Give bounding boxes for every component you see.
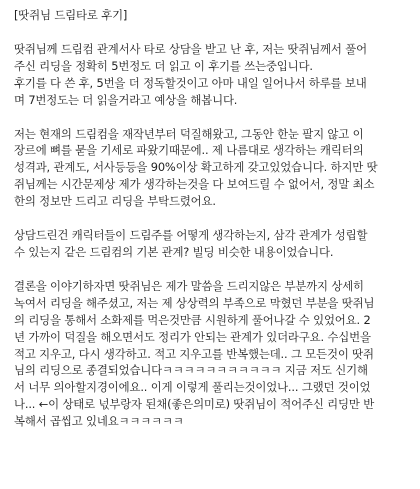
text-line: 상담드린건 캐릭터들이 드림주를 어떻게 생각하는지, 삼각 관계가 성립할 [14, 228, 368, 243]
paragraph-gap [14, 261, 408, 278]
paragraph-intro [14, 41, 408, 109]
text-line: 주신 리딩을 정확히 5번정도 더 읽고 이 후기를 쓰는중입니다. [14, 58, 313, 73]
text-line: 한의 정보만 드리고 리딩을 부탁드렸어요. [14, 194, 216, 209]
text-line: 장르에 뼈를 묻을 기세로 파왔기때문에.. 제 나름대로 생각하는 캐릭터의 [14, 143, 364, 158]
text-line: 후기를 다 쓴 후, 5번을 더 정독할것이고 아마 내일 일어나서 하루를 보내 [14, 75, 367, 90]
paragraph-gap [14, 210, 408, 227]
text-line: 서 너무 의아할지경이에요.. 이게 이렇게 풀리는것이었나... 그랬던 것이었 [14, 380, 371, 395]
text-line: 나... ←이 상태로 넋부랑자 된채(좋은의미로) 땃쥐님이 적어주신 리딩만 반 [14, 397, 375, 412]
document-title: [땃쥐님 드림타로 후기] [14, 8, 128, 22]
text-line: 쥐님께는 시간문제상 제가 생각하는것을 다 보여드릴 수 없어서, 정말 최소 [14, 177, 375, 192]
text-line: 녹여서 리딩을 해주셨고, 저는 제 상상력의 부족으로 막혔던 부분을 땃쥐님 [14, 295, 375, 310]
text-line: 수 있는지 같은 드림컴의 기본 관계? 빌딩 비슷한 내용이었습니다. [14, 244, 334, 259]
text-line: 년 가까이 덕질을 해오면서도 정리가 안되는 관계가 있더라구요. 수십번을 [14, 329, 371, 344]
paragraph-consultation [14, 227, 408, 261]
paragraph-gap [14, 109, 408, 126]
text-line: 의 리딩을 통해서 소화제를 먹은것만큼 시원하게 풀어나갈 수 있었어요. 2 [14, 312, 371, 327]
text-line: 저는 현재의 드림컴을 재작년부터 덕질해왔고, 그동안 한눈 팔지 않고 이 [14, 126, 364, 141]
text-line: 결론을 이야기하자면 땃쥐님은 제가 말씀을 드리지않은 부분까지 상세히 [14, 278, 364, 293]
text-line: 적고 지우고, 다시 생각하고. 적고 지우고를 반복했는데.. 그 모든것이 땃쥐 [14, 346, 374, 361]
text-line: 님의 리딩으로 종결되었습니다ㅋㅋㅋㅋㅋㅋㅋㅋㅋㅋㅋ 지금 저도 신기해 [14, 363, 368, 378]
text-line: 복해서 곱씹고 있네요ㅋㅋㅋㅋㅋㅋ [14, 414, 184, 429]
text-line: 며 7번정도는 더 읽을거라고 예상을 해봅니다. [14, 92, 238, 107]
paragraph-conclusion [14, 278, 408, 430]
paragraph-background [14, 126, 408, 211]
text-line: 땃쥐님께 드림컴 관계서사 타로 상담을 받고 난 후, 저는 땃쥐님께서 풀어 [14, 41, 367, 56]
text-line: 성격과, 관계도, 서사등등을 90%이상 확고하게 갖고있었습니다. 하지만 땃 [14, 160, 378, 175]
